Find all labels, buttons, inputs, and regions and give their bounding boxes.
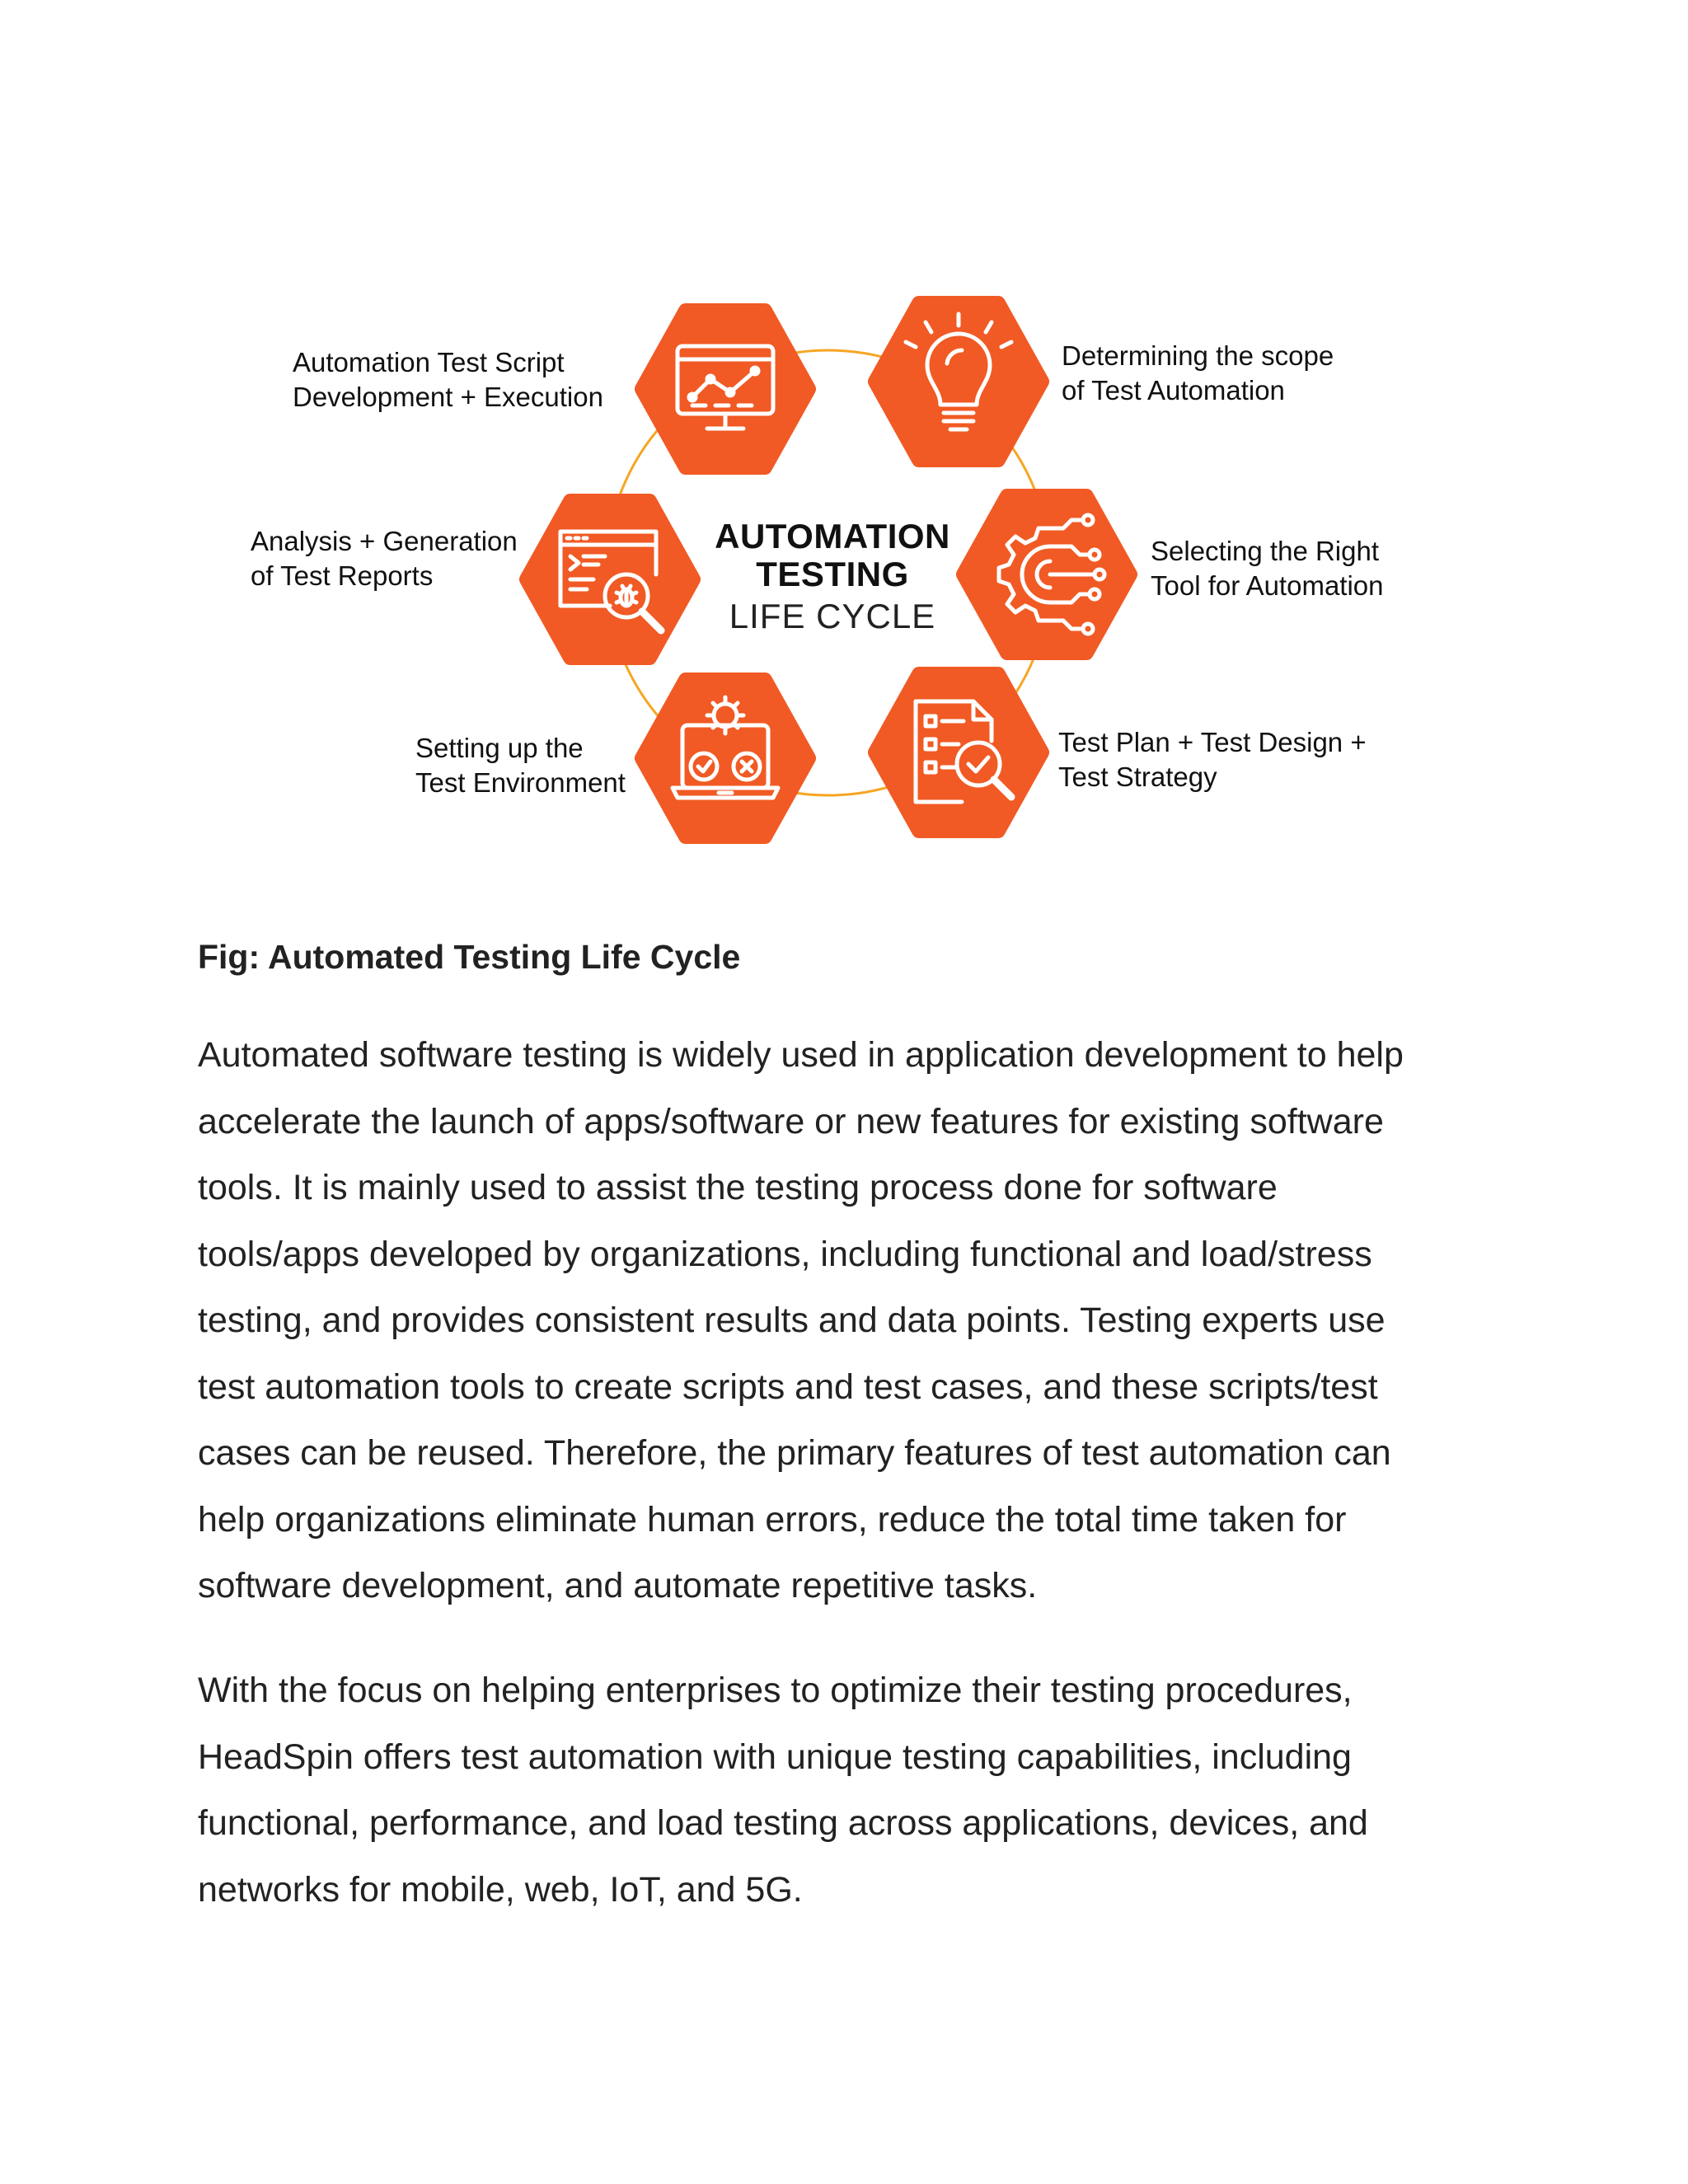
lifecycle-graphic bbox=[0, 0, 1688, 890]
paragraph-2: With the focus on helping enterprises to optimize their testing procedures, HeadSpin offers test automation with unique testing capabilities, including functional, performance, and load testing across applications, devices, and networks for mobile, web, IoT, and 5G. bbox=[198, 1671, 1368, 1910]
paragraph-1: Automated software testing is widely used in application development to help accelerate the launch of apps/software or new features for existing software tools. It is mainly used to assist the testing process done for software tools/apps developed by organizations, including functional and load/stress testing, and provides consistent results and data points. Testing experts use test automation tools to create scripts and test cases, and these scripts/test cases can be reused. Therefore, the primary features of test automation can help organizations eliminate human errors, reduce the total time taken for software development, and automate repetitive tasks. bbox=[198, 1035, 1404, 1605]
center-title-line1: AUTOMATION bbox=[715, 517, 950, 555]
figure-caption: Fig: Automated Testing Life Cycle bbox=[198, 938, 741, 976]
lifecycle-diagram bbox=[0, 0, 1688, 890]
step-label-test-plan: Test Plan + Test Design + Test Strategy bbox=[1058, 727, 1367, 792]
step-label-environment: Setting up the Test Environment bbox=[415, 733, 626, 798]
center-title-line2: TESTING bbox=[756, 555, 909, 593]
lightbulb-icon bbox=[875, 303, 1042, 460]
laptop-gear-icon bbox=[642, 680, 809, 837]
step-label-reports: Analysis + Generation of Test Reports bbox=[251, 526, 518, 591]
monitor-chart-icon bbox=[642, 311, 809, 467]
diagram-center-title bbox=[659, 518, 1006, 640]
step-label-script-development: Automation Test Script Development + Execution bbox=[293, 347, 603, 412]
step-label-select-tool: Selecting the Right Tool for Automation bbox=[1151, 536, 1384, 601]
checklist-magnifier-icon bbox=[875, 674, 1042, 831]
step-label-scope: Determining the scope of Test Automation bbox=[1062, 340, 1334, 405]
center-title-line3: LIFE CYCLE bbox=[729, 597, 936, 635]
